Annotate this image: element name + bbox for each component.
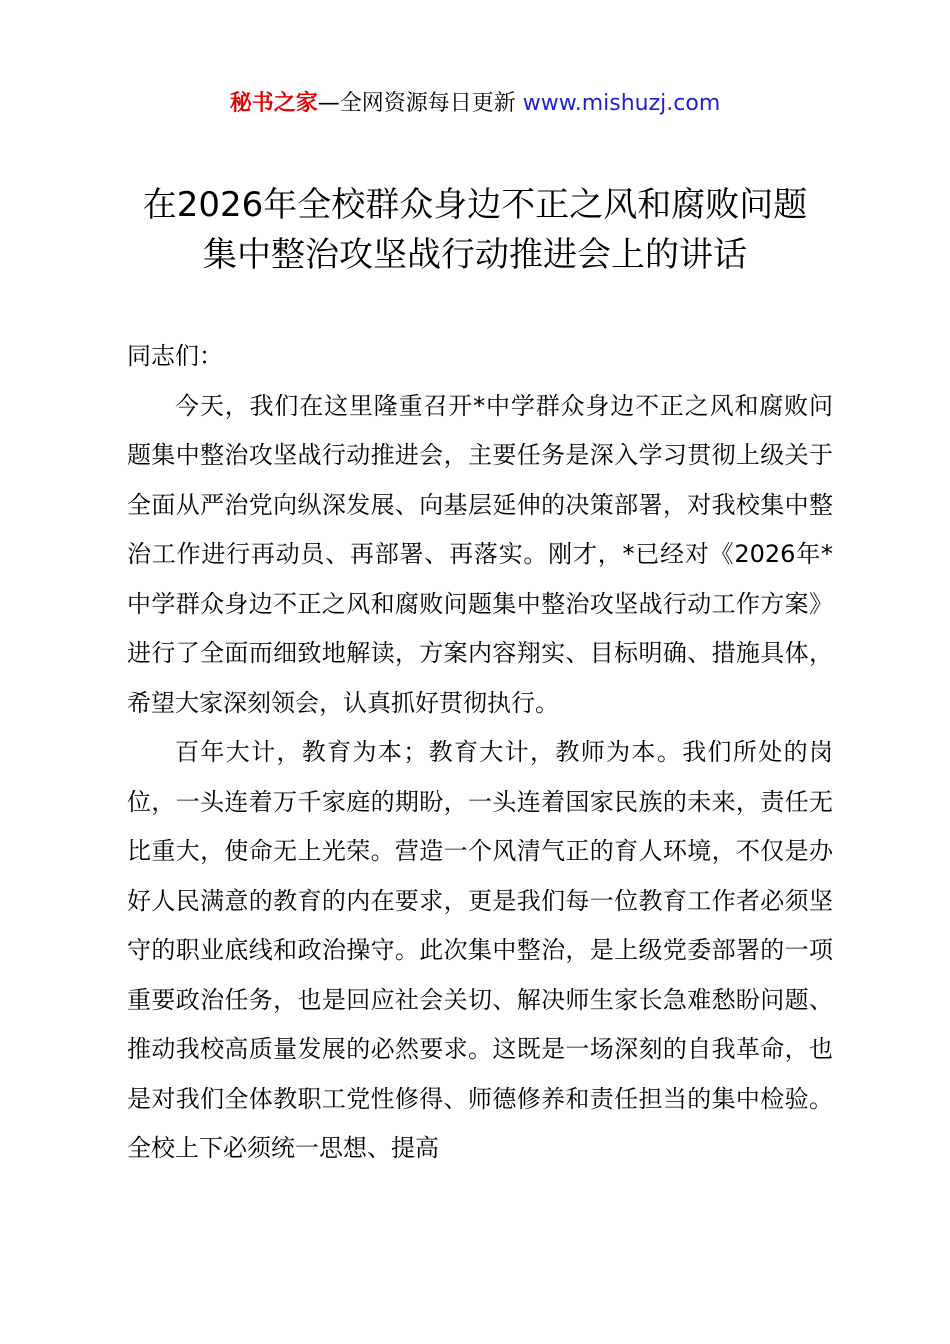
document-title — [0, 180, 950, 280]
title-line-1: 在2026年全校群众身边不正之风和腐败问题 — [142, 185, 808, 225]
site-tagline: —全网资源每日更新 — [317, 91, 523, 116]
site-brand: 秘书之家 — [229, 91, 318, 116]
paragraph-1: 今天，我们在这里隆重召开*中学群众身边不正之风和腐败问题集中整治攻坚战行动推进会，主要任务是深入学习贯彻上级关于全面从严治党向纵深发展、向基层延伸的决策部署，对我校集中整治工作进行再动员、再部署、再落实。刚才，*已经对《2026年*中学群众身边不正之风和腐败问题集中整治攻坚战行动工作方案》进行了全面而细致地解读，方案内容翔实、目标明确、措施具体，希望大家深刻领会，认真抓好贯彻执行。 — [127, 391, 833, 717]
salutation: 同志们： — [127, 342, 223, 370]
title-line-2: 集中整治攻坚战行动推进会上的讲话 — [203, 235, 747, 275]
site-header — [0, 88, 950, 120]
site-url-link[interactable]: www.mishuzj.com — [522, 91, 721, 116]
paragraph-2: 百年大计，教育为本；教育大计，教师为本。我们所处的岗位，一头连着万千家庭的期盼，一头连着国家民族的未来，责任无比重大，使命无上光荣。营造一个风清气正的育人环境，不仅是办好人民满意的教育的内在要求，更是我们每一位教育工作者必须坚守的职业底线和政治操守。此次集中整治，是上级党委部署的一项重要政治任务，也是回应社会关切、解决师生家长急难愁盼问题、推动我校高质量发展的必然要求。这既是一场深刻的自我革命，也是对我们全体教职工党性修得、师德修养和责任担当的集中检验。全校上下必须统一思想、提高 — [127, 738, 833, 1162]
document-body — [127, 332, 833, 1174]
